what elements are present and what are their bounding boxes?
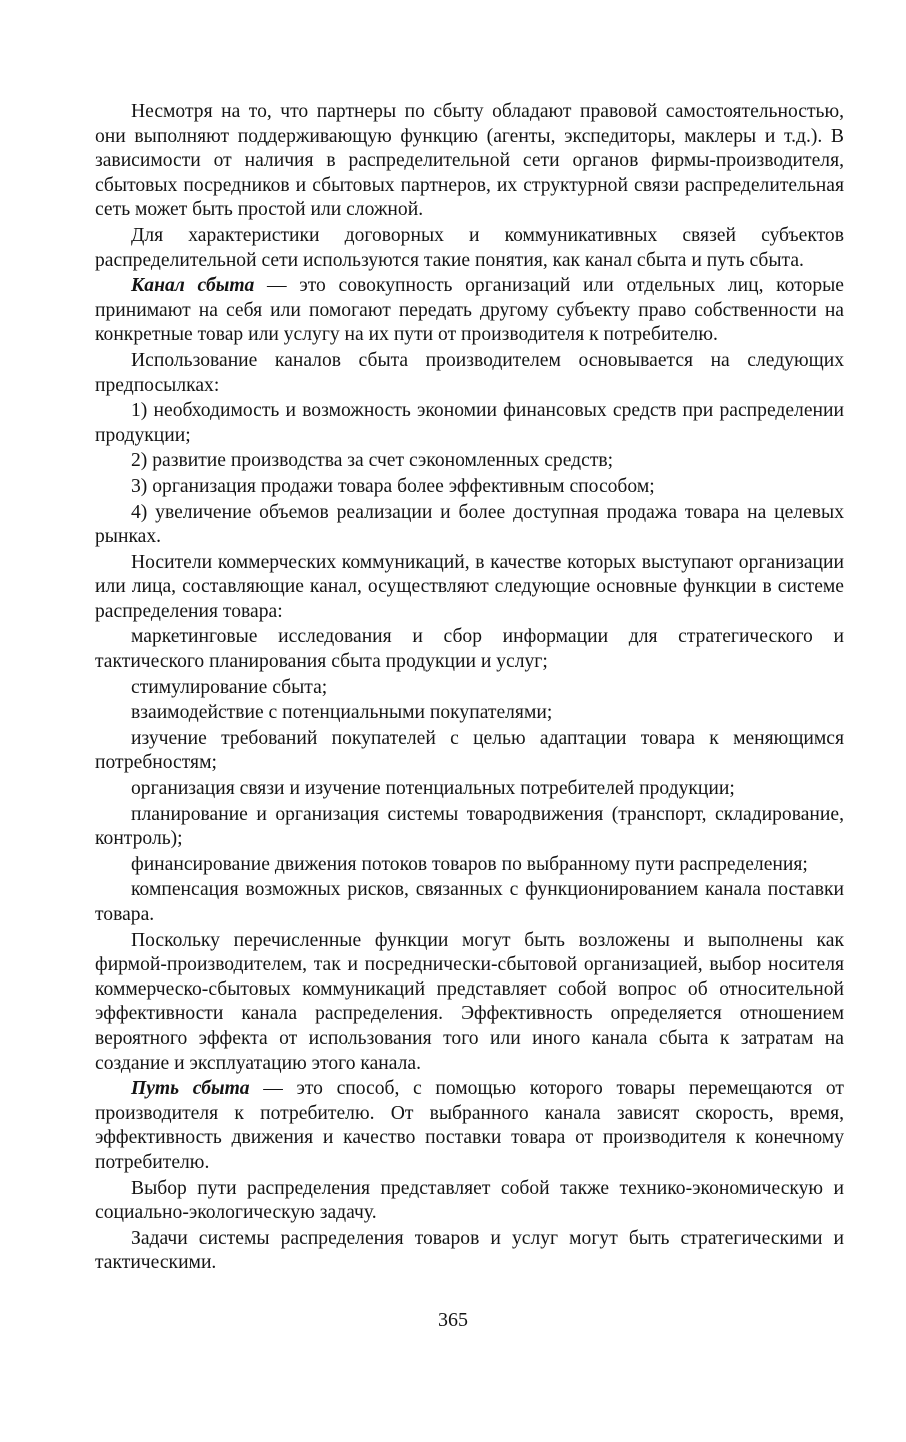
term-sales-channel: Канал сбыта xyxy=(131,275,255,297)
page-number: 365 xyxy=(438,1309,468,1331)
function-item: взаимодействие с потенциальными покупателями; xyxy=(131,702,553,724)
paragraph: Поскольку перечисленные функции могут быть возложены и выполнены как фирмой-производителем, так и посреднически-сбытовой организацией, выбор носителя коммерческо-сбытовых коммуникаций представляет собой вопрос об относительной эффективности канала распределения. Эффективность определяется отношением вероятного эффекта от использования того или иного канала сбыта к затратам на создание и эксплуатацию этого канала. xyxy=(95,929,844,1074)
body-text xyxy=(95,100,844,1276)
function-item: стимулирование сбыта; xyxy=(131,676,328,698)
function-item: планирование и организация системы товародвижения (транспорт, складирование, контроль); xyxy=(95,803,844,850)
definition-paragraph: Путь сбыта — это способ, с помощью которого товары перемещаются от производителя к потребителю. От выбранного канала зависят скорость, время, эффективность движения и качество поставки товара от производителя к конечному потребителю. xyxy=(95,1078,844,1173)
function-item: изучение требований покупателей с целью адаптации товара к меняющимся потребностям; xyxy=(95,727,844,774)
paragraph: Для характеристики договорных и коммуникативных связей субъектов распределительной сети используются такие понятия, как канал сбыта и путь сбыта. xyxy=(95,224,844,271)
list-item: 3) организация продажи товара более эффективным способом; xyxy=(131,475,655,497)
list-item: 1) необходимость и возможность экономии финансовых средств при распределении продукции; xyxy=(95,400,844,446)
paragraph: Выбор пути распределения представляет собой также технико-экономическую и социально-экологическую задачу. xyxy=(95,1177,844,1224)
list-item: 2) развитие производства за счет сэкономленных средств; xyxy=(131,450,614,472)
function-item: маркетинговые исследования и сбор информации для стратегического и тактического планирования сбыта продукции и услуг; xyxy=(95,626,844,673)
paragraph: Носители коммерческих коммуникаций, в качестве которых выступают организации или лица, составляющие канал, осуществляют следующие основные функции в системе распределения товара: xyxy=(95,551,844,622)
definition-paragraph: Канал сбыта — это совокупность организаций или отдельных лиц, которые принимают на себя или помогают передать другому субъекту право собственности на конкретные товар или услугу на их пути от производителя к потребителю. xyxy=(95,275,844,346)
function-item: организация связи и изучение потенциальных потребителей продукции; xyxy=(131,778,735,800)
list-item: 4) увеличение объемов реализации и более доступная продажа товара на целевых рынках. xyxy=(95,501,844,548)
paragraph: Использование каналов сбыта производителем основывается на следующих предпосылках: xyxy=(95,349,844,396)
paragraph: Задачи системы распределения товаров и услуг могут быть стратегическими и тактическими. xyxy=(95,1227,844,1274)
paragraph: Несмотря на то, что партнеры по сбыту обладают правовой самостоятельностью, они выполняют поддерживающую функцию (агенты, экспедиторы, маклеры и т.д.). В зависимости от наличия в распределительной сети органов фирмы-производителя, сбытовых посредников и сбытовых партнеров, их структурной связи распределительная сеть может быть простой или сложной. xyxy=(95,101,844,221)
function-item: компенсация возможных рисков, связанных с функционированием канала поставки товара. xyxy=(95,879,844,925)
function-item: финансирование движения потоков товаров по выбранному пути распределения; xyxy=(131,853,808,875)
term-sales-path: Путь сбыта xyxy=(131,1078,250,1100)
